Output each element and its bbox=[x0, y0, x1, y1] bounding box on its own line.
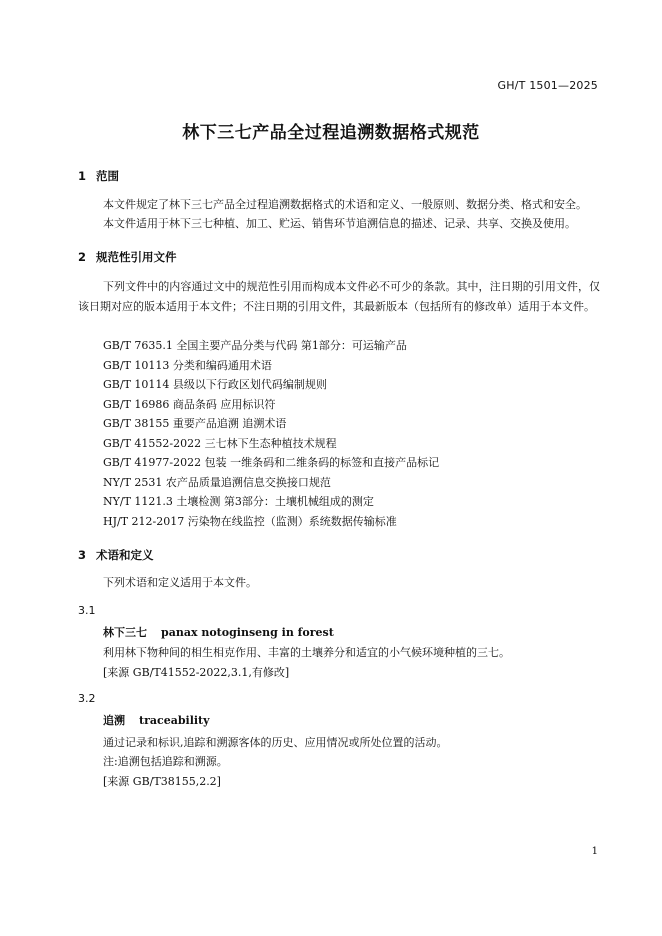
normative-intro: 下列文件中的内容通过文中的规范性引用而构成本文件必不可少的条款。其中，注日期的引用文件，仅该日期对应的版本适用于本文件；不注日期的引用文件，其最新版本（包括所有的修改单）适用于本文件。 bbox=[78, 280, 600, 313]
section-1-heading bbox=[78, 168, 119, 184]
scope-paragraph-2: 本文件适用于林下三七种植、加工、贮运、销售环节追溯信息的描述、记录、共享、交换及使用。 bbox=[103, 217, 576, 230]
reference-item: GB/T 10114 县级以下行政区划代码编制规则 bbox=[103, 378, 327, 391]
term-source: [来源 GB/T38155,2.2] bbox=[103, 775, 221, 788]
term-number: 3.2 bbox=[78, 692, 96, 705]
section-3-heading bbox=[78, 547, 154, 563]
terms-intro: 下列术语和定义适用于本文件。 bbox=[103, 576, 257, 589]
standard-number: GH/T 1501—2025 bbox=[497, 79, 598, 92]
section-2-heading bbox=[78, 249, 177, 265]
term-chinese: 追溯 bbox=[103, 714, 125, 727]
reference-item: GB/T 41977-2022 包装 一维条码和二维条码的标签和直接产品标记 bbox=[103, 456, 440, 469]
reference-item: GB/T 7635.1 全国主要产品分类与代码 第1部分：可运输产品 bbox=[103, 339, 407, 352]
reference-item: GB/T 10113 分类和编码通用术语 bbox=[103, 359, 272, 372]
section-title: 术语和定义 bbox=[96, 548, 154, 562]
reference-item: GB/T 38155 重要产品追溯 追溯术语 bbox=[103, 417, 287, 430]
term-heading bbox=[103, 712, 210, 728]
section-title: 规范性引用文件 bbox=[96, 250, 177, 264]
term-chinese: 林下三七 bbox=[103, 626, 147, 639]
section-number: 3 bbox=[78, 548, 87, 562]
reference-item: HJ/T 212-2017 污染物在线监控（监测）系统数据传输标准 bbox=[103, 515, 397, 528]
term-number: 3.1 bbox=[78, 604, 96, 617]
section-title: 范围 bbox=[96, 169, 119, 183]
reference-item: GB/T 16986 商品条码 应用标识符 bbox=[103, 398, 276, 411]
scope-paragraph-1: 本文件规定了林下三七产品全过程追溯数据格式的术语和定义、一般原则、数据分类、格式和安全。 bbox=[103, 198, 587, 211]
document-title: 林下三七产品全过程追溯数据格式规范 bbox=[182, 123, 480, 143]
page-number: 1 bbox=[591, 846, 598, 857]
term-definition: 利用林下物种间的相生相克作用、丰富的土壤养分和适宜的小气候环境种植的三七。 bbox=[103, 646, 510, 659]
reference-item: NY/T 2531 农产品质量追溯信息交换接口规范 bbox=[103, 476, 331, 489]
term-definition: 通过记录和标识,追踪和溯源客体的历史、应用情况或所处位置的活动。 bbox=[103, 736, 448, 749]
term-english: traceability bbox=[139, 714, 210, 727]
reference-item: GB/T 41552-2022 三七林下生态种植技术规程 bbox=[103, 437, 337, 450]
section-number: 1 bbox=[78, 169, 87, 183]
term-heading bbox=[103, 624, 334, 640]
section-number: 2 bbox=[78, 250, 87, 264]
term-english: panax notoginseng in forest bbox=[161, 626, 334, 639]
term-note: 注:追溯包括追踪和溯源。 bbox=[103, 755, 228, 768]
reference-item: NY/T 1121.3 土壤检测 第3部分：土壤机械组成的测定 bbox=[103, 495, 374, 508]
term-source: [来源 GB/T41552-2022,3.1,有修改] bbox=[103, 666, 290, 679]
